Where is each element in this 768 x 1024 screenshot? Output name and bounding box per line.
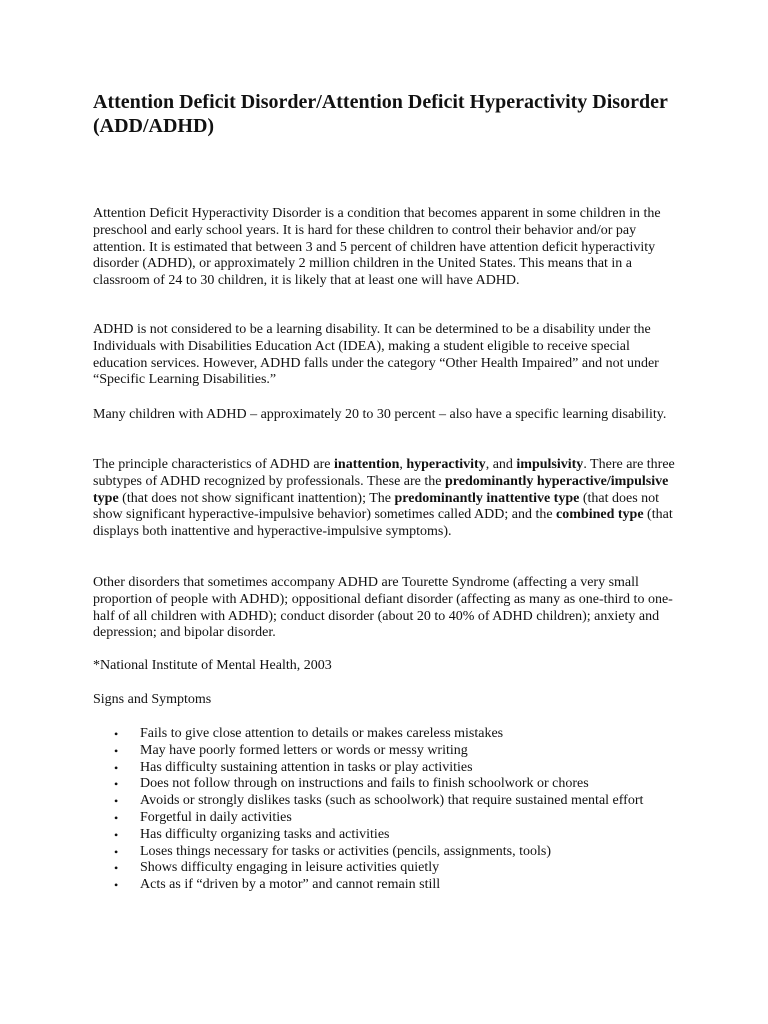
symptom-list-item	[93, 827, 683, 844]
symptom-text: Shows difficulty engaging in leisure activities quietly	[140, 860, 440, 876]
learning-disability-paragraph: Many children with ADHD – approximately 20 to 30 percent – also have a specific learning disability.	[93, 407, 667, 422]
bullet-icon: •	[114, 760, 119, 775]
symptom-text: Avoids or strongly dislikes tasks (such as schoolwork) that require sustained mental effort	[140, 793, 644, 809]
disability-classification-paragraph: ADHD is not considered to be a learning disability. It can be determined to be a disability under the Individuals with Disabilities Education Act (IDEA), making a student eligible to receive special education services. However, ADHD falls under the category “Other Health Impaired” and not under “Specific Learning Disabilities.”	[93, 322, 659, 388]
symptom-list-item	[93, 743, 683, 760]
subtypes-text: . There are three subtypes of ADHD recognized by professionals. These are the	[93, 457, 675, 489]
combined-type-description: (that displays both inattentive and hyperactive-impulsive symptoms).	[93, 507, 673, 540]
hyperactive-impulsive-type-term: predominantly hyperactive/impulsive type	[93, 473, 669, 506]
symptom-list-item	[93, 793, 683, 810]
document-title: Attention Deficit Disorder/Attention Deficit Hyperactivity Disorder (ADD/ADHD)	[93, 91, 668, 137]
related-disorders-paragraph: Other disorders that sometimes accompany ADHD are Tourette Syndrome (affecting a very small proportion of people with ADHD); oppositional defiant disorder (affecting as many as one-third to one-half of all children with ADHD); conduct disorder (about 20 to 40% of ADHD children); anxiety and depression; and bipolar disorder.	[93, 575, 673, 641]
symptom-text: Has difficulty organizing tasks and activities	[140, 826, 390, 842]
characteristics-text: The principle characteristics of ADHD are	[93, 457, 335, 472]
impulsivity-term: impulsivity	[516, 457, 584, 472]
symptom-text: Loses things necessary for tasks or activities (pencils, assignments, tools)	[140, 843, 551, 859]
symptom-list-item	[93, 726, 683, 743]
bullet-icon: •	[114, 878, 119, 893]
characteristics-paragraph	[93, 457, 683, 541]
bullet-icon: •	[114, 794, 119, 809]
hyperactive-type-description: (that does not show significant inattention); The	[118, 490, 395, 506]
bullet-icon: •	[114, 827, 119, 842]
symptom-text: Forgetful in daily activities	[140, 809, 292, 825]
symptom-list-item	[93, 760, 683, 777]
symptom-list-item	[93, 877, 683, 894]
bullet-icon: •	[114, 844, 119, 859]
inattentive-type-term: predominantly inattentive type	[394, 490, 580, 506]
symptom-text: Fails to give close attention to details or makes careless mistakes	[140, 726, 504, 741]
bullet-icon: •	[114, 810, 119, 825]
symptom-text: Acts as if “driven by a motor” and cannot remain still	[140, 877, 441, 893]
symptom-text: Has difficulty sustaining attention in tasks or play activities	[140, 759, 473, 775]
combined-type-term: combined type	[556, 507, 644, 523]
characteristics-conjunction: , and	[485, 457, 517, 472]
symptom-list-item	[93, 810, 683, 827]
signs-and-symptoms-heading: Signs and Symptoms	[93, 692, 212, 707]
symptom-text: May have poorly formed letters or words or messy writing	[140, 742, 468, 758]
symptom-list-item	[93, 860, 683, 877]
bullet-icon: •	[114, 743, 119, 758]
bullet-icon: •	[114, 727, 119, 741]
bullet-icon: •	[114, 777, 119, 792]
inattention-term: inattention	[334, 457, 400, 472]
source-note: *National Institute of Mental Health, 2003	[93, 658, 332, 673]
symptom-list-item	[93, 776, 683, 793]
characteristics-separator: ,	[399, 457, 407, 472]
intro-paragraph: Attention Deficit Hyperactivity Disorder is a condition that becomes apparent in some children in the preschool and early school years. It is hard for these children to control their behavior and/or pay attention. It is estimated that between 3 and 5 percent of children have attention deficit hyperactivity disorder (ADHD), or approximately 2 million children in the United States. This means that in a classroom of 24 to 30 children, it is likely that at least one will have ADHD.	[93, 206, 661, 289]
symptom-text: Does not follow through on instructions and fails to finish schoolwork or chores	[140, 776, 589, 792]
symptom-list-item	[93, 844, 683, 861]
hyperactivity-term: hyperactivity	[406, 457, 486, 472]
symptoms-list	[93, 726, 683, 894]
bullet-icon: •	[114, 861, 119, 876]
inattentive-type-description: (that does not show significant hyperactive-impulsive behavior) sometimes called ADD; and the	[93, 490, 660, 523]
